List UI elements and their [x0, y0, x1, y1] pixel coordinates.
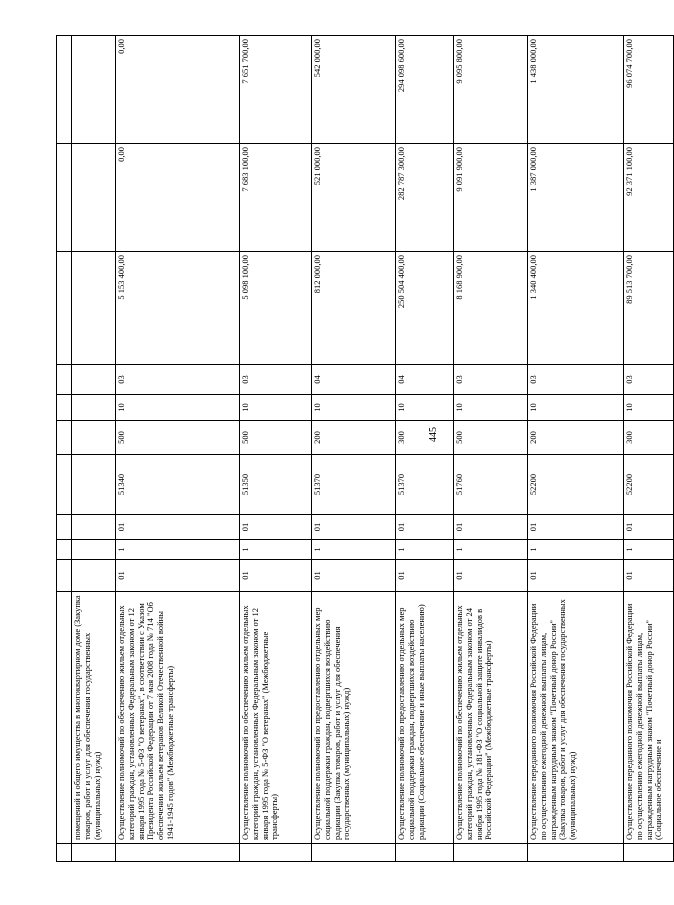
row-leading-cell — [624, 844, 674, 862]
code-6: 10 — [240, 395, 312, 421]
row-description: Осуществление полномочий по обеспечению жильем отдельных категорий граждан, установленных Федеральным законом от 24 ноября 1995 года № 181-ФЗ "О социальной защите инвалидов в Российской Федерации" (Межбюджетные трансферты) — [454, 592, 528, 844]
code-1 — [72, 560, 116, 592]
table-row — [624, 36, 674, 862]
amount-year-1: 812 000,00 — [312, 252, 396, 365]
row-leading-cell — [312, 844, 396, 862]
code-5: 300 — [396, 421, 454, 455]
row-leading-cell — [396, 844, 454, 862]
code-3: 01 — [624, 515, 674, 540]
code-1: 01 — [240, 560, 312, 592]
amount-year-1: 1 340 400,00 — [528, 252, 624, 365]
code-4: 51370 — [396, 455, 454, 515]
code-5 — [72, 421, 116, 455]
table-body — [57, 36, 674, 862]
amount-year-2: 282 787 300,00 — [396, 144, 454, 252]
code-2: 1 — [528, 540, 624, 560]
code-4 — [72, 455, 116, 515]
row-description: Осуществление полномочий по предоставлению отдельных мер социальной поддержки граждан, подвергшихся воздействию радиации (Закупка товаров, работ и услуг для обеспечения государственных (муниципальных) нужд) — [312, 592, 396, 844]
code-3: 01 — [240, 515, 312, 540]
amount-year-3: 1 438 000,00 — [528, 36, 624, 144]
code-7: 03 — [116, 365, 240, 395]
amount-year-3: 7 651 700,00 — [240, 36, 312, 144]
code-2 — [72, 540, 116, 560]
row-description: Осуществление переданного полномочия Российской Федерации по осуществлению ежегодной денежной выплаты лицам, награжденным нагрудным знаком "Почетный донор России" (Закупка товаров, работ и услуг для обеспечения государственных (муниципальных) нужд) — [528, 592, 624, 844]
code-2: 1 — [624, 540, 674, 560]
amount-year-3 — [72, 36, 116, 144]
code-7: 03 — [454, 365, 528, 395]
code-3: 01 — [396, 515, 454, 540]
code-1: 01 — [396, 560, 454, 592]
code-4: 51350 — [240, 455, 312, 515]
code-5: 300 — [624, 421, 674, 455]
code-3: 01 — [116, 515, 240, 540]
code-2: 1 — [240, 540, 312, 560]
code-5: 200 — [528, 421, 624, 455]
row-description: Осуществление полномочий по обеспечению жильем отдельных категорий граждан, установленных Федеральным законом от 12 января 1995 года № 5-ФЗ "О ветеранах" (Межбюджетные трансферты) — [240, 592, 312, 844]
row-description: помещений и общего имущества в многоквартирном доме (Закупка товаров, работ и услуг для обеспечения государственных (муниципальных) нужд) — [72, 592, 116, 844]
table-row — [116, 36, 240, 862]
code-1: 01 — [116, 560, 240, 592]
code-4: 51370 — [312, 455, 396, 515]
row-leading-cell — [72, 844, 116, 862]
row-leading-cell — [528, 844, 624, 862]
code-4: 52200 — [528, 455, 624, 515]
table-row — [528, 36, 624, 862]
amount-year-2: 521 000,00 — [312, 144, 396, 252]
code-6: 10 — [396, 395, 454, 421]
amount-year-1: 5 153 400,00 — [116, 252, 240, 365]
amount-year-2: 7 683 100,00 — [240, 144, 312, 252]
code-3 — [72, 515, 116, 540]
amount-year-1: 250 504 400,00 — [396, 252, 454, 365]
budget-table-container — [56, 36, 664, 862]
row-description: Осуществление полномочий по предоставлению отдельных мер социальной поддержки граждан, подвергшихся воздействию радиации (Социальное обеспечение и иные выплаты населению) — [396, 592, 454, 844]
amount-year-1: 5 098 100,00 — [240, 252, 312, 365]
amount-year-2: 9 091 900,00 — [454, 144, 528, 252]
budget-table — [56, 35, 674, 862]
row-leading-cell — [240, 844, 312, 862]
amount-year-2 — [72, 144, 116, 252]
code-5: 500 — [454, 421, 528, 455]
table-top-border-row — [57, 36, 72, 862]
table-row — [240, 36, 312, 862]
amount-year-2: 92 371 100,00 — [624, 144, 674, 252]
code-7: 03 — [528, 365, 624, 395]
amount-year-1: 8 168 900,00 — [454, 252, 528, 365]
code-6: 10 — [454, 395, 528, 421]
code-4: 52200 — [624, 455, 674, 515]
table-row — [396, 36, 454, 862]
code-6: 10 — [624, 395, 674, 421]
code-5: 500 — [240, 421, 312, 455]
table-row — [312, 36, 396, 862]
code-1: 01 — [624, 560, 674, 592]
code-3: 01 — [528, 515, 624, 540]
amount-year-3: 542 000,00 — [312, 36, 396, 144]
row-description: Осуществление полномочий по обеспечению жильем отдельных категорий граждан, установленных Федеральным законом от 12 января 1995 года № 5-ФЗ "О ветеранах", в соответствии с Указом Президента Российской Федерации от 7 мая 2008 года № 714 "Об обеспечении жильем ветеранов Великой Отечественной войны 1941-1945 годов" (Межбюджетные трансферты) — [116, 592, 240, 844]
amount-year-2: 0,00 — [116, 144, 240, 252]
code-3: 01 — [312, 515, 396, 540]
row-leading-cell — [454, 844, 528, 862]
page-number: 445 — [428, 427, 439, 442]
code-5: 200 — [312, 421, 396, 455]
code-7: 04 — [396, 365, 454, 395]
code-7: 03 — [240, 365, 312, 395]
code-6: 10 — [116, 395, 240, 421]
code-2: 1 — [454, 540, 528, 560]
amount-year-3: 0,00 — [116, 36, 240, 144]
row-leading-cell — [116, 844, 240, 862]
row-description: Осуществление переданного полномочия Российской Федерации по осуществлению ежегодной денежной выплаты лицам, награжденным нагрудным знаком "Почетный донор России" (Социальное обеспечение и — [624, 592, 674, 844]
table-row — [72, 36, 116, 862]
code-4: 51340 — [116, 455, 240, 515]
code-1: 01 — [454, 560, 528, 592]
code-2: 1 — [396, 540, 454, 560]
amount-year-2: 1 387 000,00 — [528, 144, 624, 252]
code-6: 10 — [528, 395, 624, 421]
code-1: 01 — [312, 560, 396, 592]
code-5: 500 — [116, 421, 240, 455]
code-7: 03 — [624, 365, 674, 395]
code-6: 10 — [312, 395, 396, 421]
code-2: 1 — [312, 540, 396, 560]
amount-year-1 — [72, 252, 116, 365]
table-row — [454, 36, 528, 862]
code-1: 01 — [528, 560, 624, 592]
code-7 — [72, 365, 116, 395]
code-3: 01 — [454, 515, 528, 540]
amount-year-1: 89 513 700,00 — [624, 252, 674, 365]
code-7: 04 — [312, 365, 396, 395]
code-4: 51760 — [454, 455, 528, 515]
code-6 — [72, 395, 116, 421]
amount-year-3: 96 074 700,00 — [624, 36, 674, 144]
amount-year-3: 294 098 600,00 — [396, 36, 454, 144]
amount-year-3: 9 095 800,00 — [454, 36, 528, 144]
code-2: 1 — [116, 540, 240, 560]
